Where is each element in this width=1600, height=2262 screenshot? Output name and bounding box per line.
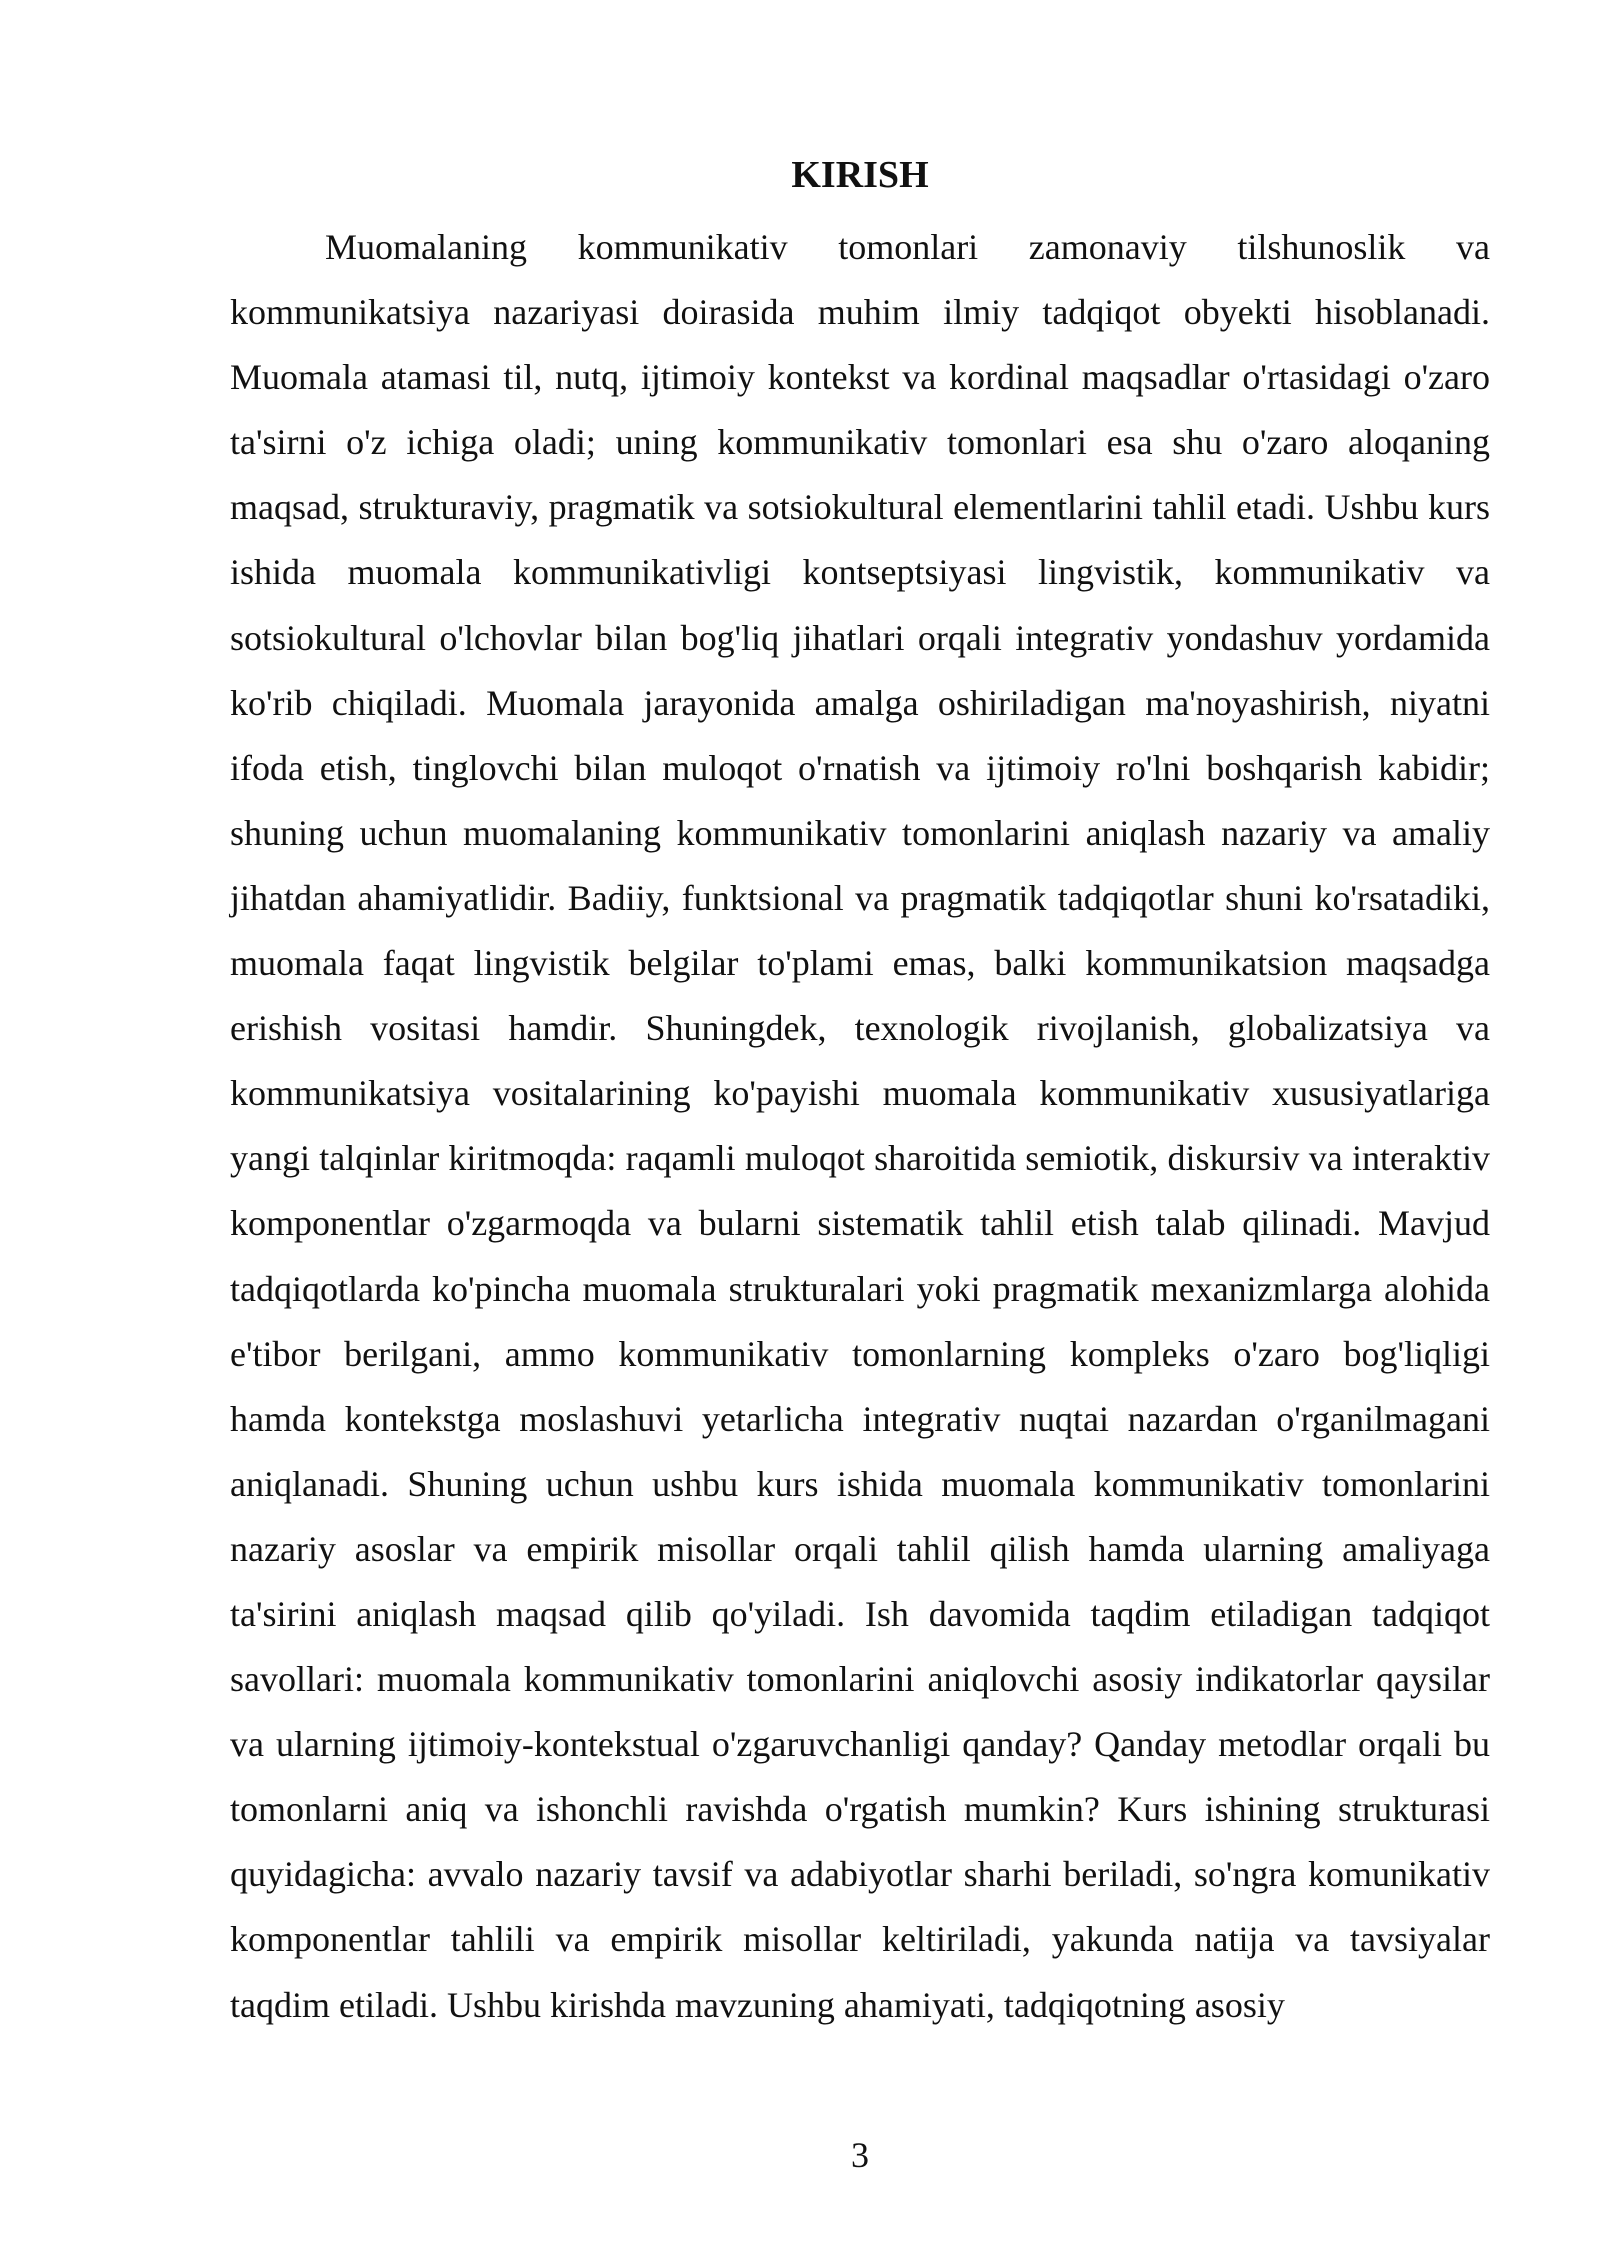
page-number: 3 xyxy=(851,2135,869,2175)
section-heading: KIRISH xyxy=(791,154,929,196)
body-paragraph: Muomalaning kommunikativ tomonlari zamonaviy tilshunoslik va kommunikatsiya nazariyasi doirasida muhim ilmiy tadqiqot obyekti hisoblanadi. Muomala atamasi til, nutq, ijtimoiy kontekst va kordinal maqsadlar o'rtasidagi o'zaro ta'sirni o'z ichiga oladi; uning kommunikativ tomonlari esa shu o'zaro aloqaning maqsad, strukturaviy, pragmatik va sotsiokultural elementlarini tahlil etadi. Ushbu kurs ishida muomala kommunikativligi kontseptsiyasi lingvistik, kommunikativ va sotsiokultural o'lchovlar bilan bog'liq jihatlari orqali integrativ yondashuv yordamida ko'rib chiqiladi. Muomala jarayonida amalga oshiriladigan ma'noyashirish, niyatni ifoda etish, tinglovchi bilan muloqot o'rnatish va ijtimoiy ro'lni boshqarish kabidir; shuning uchun muomalaning kommunikativ tomonlarini aniqlash nazariy va amaliy jihatdan ahamiyatlidir. Badiiy, funktsional va pragmatik tadqiqotlar shuni ko'rsatadiki, muomala faqat lingvistik belgilar to'plami emas, balki kommunikatsion maqsadga erishish vositasi hamdir. Shuningdek, texnologik rivojlanish, globalizatsiya va kommunikatsiya vositalarining ko'payishi muomala kommunikativ xususiyatlariga yangi talqinlar kiritmoqda: raqamli muloqot sharoitida semiotik, diskursiv va interaktiv komponentlar o'zgarmoqda va bularni sistematik tahlil etish talab qilinadi. Mavjud tadqiqotlarda ko'pincha muomala strukturalari yoki pragmatik mexanizmlarga alohida e'tibor berilgani, ammo kommunikativ tomonlarning kompleks o'zaro bog'liqligi hamda kontekstga moslashuvi yetarlicha integrativ nuqtai nazardan o'rganilmagani aniqlanadi. Shuning uchun ushbu kurs ishida muomala kommunikativ tomonlarini nazariy asoslar va empirik misollar orqali tahlil qilish hamda ularning amaliyaga ta'sirini aniqlash maqsad qilib qo'yiladi. Ish davomida taqdim etiladigan tadqiqot savollari: muomala kommunikativ tomonlarini aniqlovchi asosiy indikatorlar qaysilar va ularning ijtimoiy-kontekstual o'zgaruvchanligi qanday? Qanday metodlar orqali bu tomonlarni aniq va ishonchli ravishda o'rgatish mumkin? Kurs ishining strukturasi quyidagicha: avvalo nazariy tavsif va adabiyotlar sharhi beriladi, so'ngra komunikativ komponentlar tahlili va empirik misollar keltiriladi, yakunda natija va tavsiyalar taqdim etiladi. Ushbu kirishda mavzuning ahamiyati, tadqiqotning asosiy xyxy=(230,227,1490,2025)
